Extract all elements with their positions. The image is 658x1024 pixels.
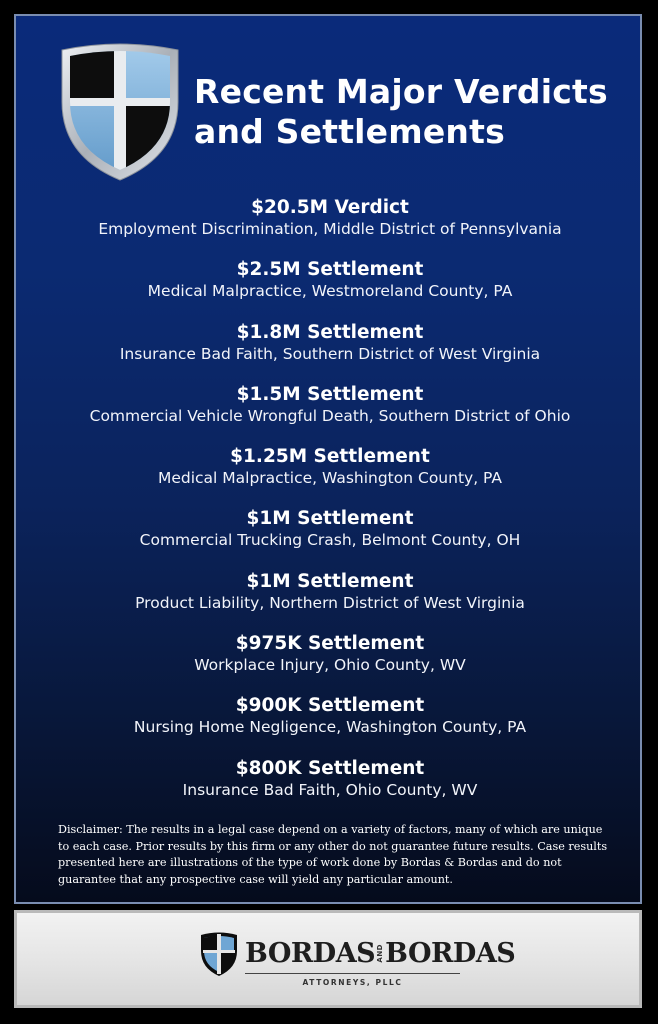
firm-wordmark (245, 931, 515, 975)
firm-name-left: BORDAS (245, 937, 376, 969)
title-line-2: and Settlements (194, 112, 505, 151)
footer-logo-bar (14, 910, 642, 1008)
result-amount: $1M Settlement (246, 570, 414, 592)
result-amount: $975K Settlement (235, 633, 425, 655)
result-amount: $1.8M Settlement (236, 321, 424, 343)
result-case: Product Liability, Northern District of West Virginia (135, 593, 525, 612)
result-item (16, 507, 642, 569)
result-case: Insurance Bad Faith, Ohio County, WV (182, 780, 478, 799)
result-item (16, 258, 642, 320)
result-amount: $900K Settlement (235, 695, 425, 717)
result-amount: $1.5M Settlement (236, 383, 424, 405)
result-item (16, 694, 642, 756)
result-item (16, 632, 642, 694)
result-case: Nursing Home Negligence, Washington County, PA (133, 718, 527, 737)
result-case: Commercial Vehicle Wrongful Death, Southern District of Ohio (89, 406, 571, 425)
result-item (16, 321, 642, 383)
shield-cross-icon (199, 931, 239, 977)
result-item (16, 570, 642, 632)
firm-logo (199, 931, 516, 993)
result-case: Employment Discrimination, Middle District of Pennsylvania (98, 220, 562, 238)
results-panel (14, 14, 642, 904)
page-title (194, 72, 634, 152)
disclaimer-text: Disclaimer: The results in a legal case depend on a variety of factors, many of which are unique to each case. Prior results by this firm or any other do not guarantee future results. Case results presented here are illustrations of the type of work done by Bordas & Bordas and do not guarantee that any prospective case will yield any particular amount. (58, 823, 608, 886)
result-item (16, 383, 642, 445)
result-case: Workplace Injury, Ohio County, WV (194, 656, 466, 675)
result-amount: $1.25M Settlement (230, 446, 430, 468)
title-line-1: Recent Major Verdicts (194, 72, 608, 111)
result-item (16, 445, 642, 507)
firm-name-right: BORDAS (385, 937, 516, 969)
result-amount: $800K Settlement (235, 757, 425, 779)
result-amount: $2.5M Settlement (236, 259, 424, 281)
results-list (16, 196, 642, 819)
firm-tagline: ATTORNEYS, PLLC (302, 978, 403, 987)
result-item (16, 757, 642, 819)
result-amount: $1M Settlement (246, 508, 414, 530)
result-case: Commercial Trucking Crash, Belmont County, OH (139, 531, 521, 550)
result-case: Medical Malpractice, Westmoreland County, PA (147, 282, 513, 301)
result-item (16, 196, 642, 258)
result-case: Medical Malpractice, Washington County, PA (157, 469, 503, 488)
shield-cross-icon (58, 42, 182, 182)
logo-divider (245, 973, 460, 974)
result-case: Insurance Bad Faith, Southern District of West Virginia (119, 344, 541, 363)
firm-name-and: AND (376, 944, 385, 963)
result-amount: $20.5M Verdict (251, 197, 409, 218)
